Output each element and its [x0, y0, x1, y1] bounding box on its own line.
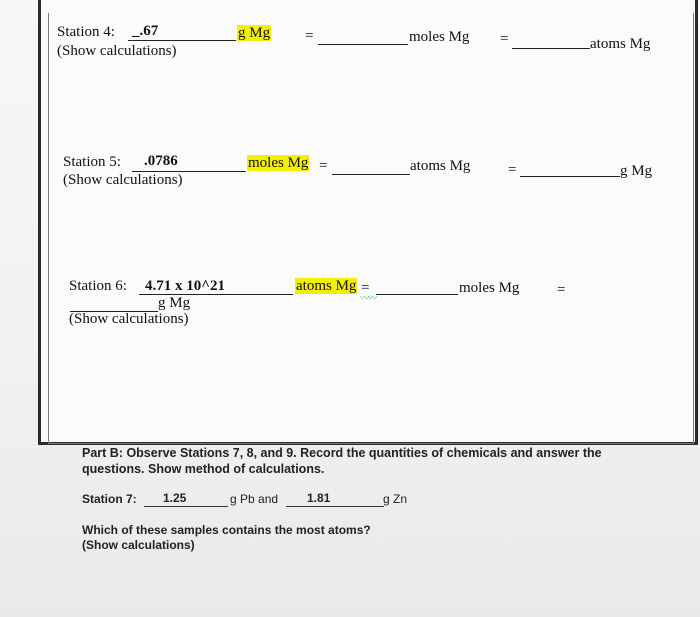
part-a-inner-border — [48, 13, 694, 444]
station6-show-calculations: (Show calculations) — [69, 311, 189, 327]
station7-pb-value: 1.25 — [163, 491, 187, 505]
station6-moles-blank — [376, 294, 458, 295]
station5-unit-atoms-mg: atoms Mg — [410, 158, 471, 174]
station7-pb-unit: g Pb and — [230, 492, 279, 506]
station4-moles-blank — [318, 44, 408, 45]
part-b-instructions-line2: questions. Show method of calculations. — [82, 462, 325, 476]
station7-zn-unit: g Zn — [383, 492, 408, 506]
station5-g-blank — [520, 176, 620, 177]
station5-show-calculations: (Show calculations) — [63, 172, 183, 188]
station6-value: 4.71 x 10^21 — [145, 278, 225, 294]
station4-unit-atoms-mg: atoms Mg — [590, 36, 651, 52]
station5-value: .0786 — [144, 153, 178, 169]
station4-unit-g-mg: g Mg — [238, 25, 271, 41]
station6-equals-2: = — [557, 282, 566, 298]
station5-label: Station 5: — [63, 154, 121, 170]
station6-unit-atoms-mg: atoms Mg — [296, 278, 357, 294]
station7-zn-value: 1.81 — [307, 491, 331, 505]
station7-question: Which of these samples contains the most atoms? — [82, 523, 371, 537]
station7-label: Station 7: — [82, 492, 137, 506]
station6-label: Station 6: — [69, 278, 127, 294]
part-b-instructions-line1: Part B: Observe Stations 7, 8, and 9. Record the quantities of chemicals and answer the — [82, 446, 602, 460]
station4-show-calculations: (Show calculations) — [57, 43, 177, 59]
station5-equals-2: = — [508, 162, 517, 178]
station7-pb-blank — [144, 506, 228, 507]
station4-atoms-blank — [512, 48, 590, 49]
squiggle-underline: 〰〰 — [360, 293, 377, 303]
station5-atoms-blank — [332, 174, 410, 175]
station4-equals-1: = — [305, 28, 314, 44]
station4-label: Station 4: — [57, 24, 115, 40]
station4-value: _.67 — [132, 23, 159, 39]
station6-equals-1: = — [361, 280, 370, 296]
station5-unit-moles-mg: moles Mg — [248, 155, 309, 171]
station4-unit-moles-mg: moles Mg — [409, 29, 470, 45]
station6-unit-moles-mg: moles Mg — [459, 280, 520, 296]
station6-unit-g-mg: g Mg — [158, 295, 191, 311]
station7-show-calculations: (Show calculations) — [82, 538, 195, 552]
station4-equals-2: = — [500, 31, 509, 47]
station5-equals-1: = — [319, 158, 328, 174]
station4-value-blank — [128, 40, 236, 41]
station7-zn-blank — [286, 506, 384, 507]
station5-unit-g-mg: g Mg — [620, 163, 653, 179]
